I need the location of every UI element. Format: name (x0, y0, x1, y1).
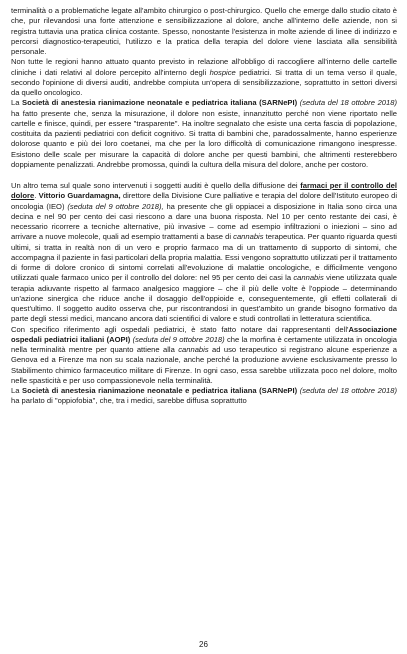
session-date: (seduta del 18 ottobre 2018) (297, 386, 398, 395)
paragraph-3 (11, 98, 397, 170)
text-run: che la morfina è certamente utilizzata in oncologia nella terminalità mentre per quanto attiene alla (11, 334, 397, 354)
session-date: (seduta del 18 ottobre 2018) (297, 98, 398, 108)
paragraph-4 (11, 181, 397, 325)
text-run: terapeutica. Per quanto riguarda questi ultimi, si tratta in realtà non di un vero e proprio farmaco ma di un trattamento di supporto di sintomi, che accompagna il paziente in fasi particolari della propria malattia. Essi vengono soprattutto utilizzati per il trattamento di forme di dolore cronico di sintomi correlati all'evoluzione di malattie oncologiche, e difficilmente vengono utilizzati quale farmaco unico per il controllo del dolore: nel 95 per cento dei casi la (11, 232, 397, 283)
text-run: La (11, 98, 23, 108)
org-name-sarnepi: Società di anestesia rianimazione neonatale e pediatrica italiana (SARNePI) (22, 98, 298, 108)
paragraph-1 (11, 6, 397, 57)
text-run: Con specifico riferimento agli ospedali pediatrici, è stato fatto notare dai rappresentanti dell' (11, 324, 349, 334)
text-run: Non tutte le regioni hanno attuato quanto previsto in relazione all'obbligo di raccogliere all'interno delle cartelle cliniche i dati relativi al dolore percepito all'interno degli (11, 57, 397, 77)
text-run: . (34, 191, 39, 201)
org-name-sarnepi: Società di anestesia rianimazione neonatale e pediatrica italiana (SARNePI) (22, 386, 298, 395)
text-run: ad uso terapeutico si registrano alcune esperienze a Genova ed a Firenze ma non su scala nazionale, anche perché la produzione avviene esclusivamente presso lo Stabilimento chimico farmaceutico militare di Firenze. In ogni caso, essa sarebbe utilizzata poco nel dolore, molto nelle spasticità e per uso compassionevole nella terminalità. (11, 345, 397, 385)
session-date: (seduta del 9 ottobre 2018), (67, 201, 164, 211)
page-number: 26 (199, 640, 208, 649)
text-run: Un altro tema sul quale sono intervenuti i soggetti auditi è quello della diffusione dei (11, 181, 301, 190)
italic-term: cannabis (178, 345, 209, 354)
text-run: ha fatto presente che, senza la misurazione, il dolore non esiste, innanzitutto perché non viene riportato nelle cartelle e finisce, quindi, per essere "trasparente". Ha inoltre segnalato che esiste una certa fascia di popolazione, costituita da pazienti pediatrici con deficit cognitivo. Si tratta di bambini che, paradossalmente, hanno esperienze dolorose quanto e più dei loro coetanei, ma che per la loro difficoltà di comunicazione rimangono inespresse. Esistono delle scale per misurare la capacità di dolore anche per questi bambini, che altrimenti resterebbero doppiamente penalizzati. Andrebbe promossa, quindi la cultura della misura del dolore, anche per costoro. (11, 108, 397, 169)
paragraph-6 (11, 386, 397, 407)
text-run: viene utilizzata quale terapia adiuvante rispetto al farmaco analgesico maggiore – che il più delle volte è l'oppiode – determinando un'azione sinergica che riduce anche il dosaggio dell'oppioide e, conseguentemente, gli effetti collaterali di quest'ultimo. Il soggetto audito osserva che, pur riscontrandosi in quest'ambito un grande bisogno formativo da parte degli stessi medici, mancano ancora dati scientifici di valore e studi controllati in letteratura scientifica. (11, 273, 398, 324)
session-date: (seduta del 9 ottobre 2018) (130, 334, 225, 344)
text-run: direttore della Divisione Cure palliative e terapia del dolore dell'Istituto europeo di oncologia (IEO) (11, 191, 398, 211)
topic-heading-farmaci: farmaci per il controllo del dolore (11, 181, 397, 201)
italic-term: hospice (209, 67, 236, 77)
text-run: ha parlato di "oppiofobia", che, tra i medici, sarebbe diffusa soprattutto (11, 396, 247, 406)
speaker-name: Vittorio Guardamagna, (38, 191, 121, 201)
text-run: pediatrici. Si tratta di un tema verso il quale, secondo l'opinione di diversi auditi, andrebbe compiuta un'opera di sensibilizzazione, soprattutto in settori diversi da quello oncologico. (11, 67, 397, 97)
text-run: ha presente che gli oppiacei a disposizione in Italia sono circa una decina e nel 90 per cento dei casi riescono a dare una buona risposta. Nel 10 per cento restante dei casi, è necessario ricorrere a tecniche alternative, più invasive – come ad esempio infiltrazioni o iniezioni – sino ad arrivare a nuove molecole, quali ad esempio trattamenti a base di (11, 201, 397, 242)
text-run: La (11, 386, 23, 395)
paragraph-2 (11, 57, 397, 98)
text-run: terminalità o a problematiche legate all'ambito chirurgico o post-chirurgico. Quello che emerge dallo studio citato è che, pur rilevandosi una forte attenzione e sensibilizzazione al dolore, anche all'interno delle aziende, non si registra tuttavia una pratica clinica costante. Spesso, nonostante l'esistenza in molte aziende di linee di indirizzo e percorsi diagnostico-terapeutici, l'utilizzo e la pratica della terapia del dolore viene lasciata alla sensibilità personale. (11, 6, 397, 56)
paragraph-spacer (11, 170, 397, 181)
italic-term: cannabis (233, 232, 264, 242)
italic-term: cannabis (293, 273, 324, 283)
org-name-aopi: Associazione ospedali pediatrici italiani (AOPI) (11, 324, 397, 344)
paragraph-5 (11, 325, 397, 387)
